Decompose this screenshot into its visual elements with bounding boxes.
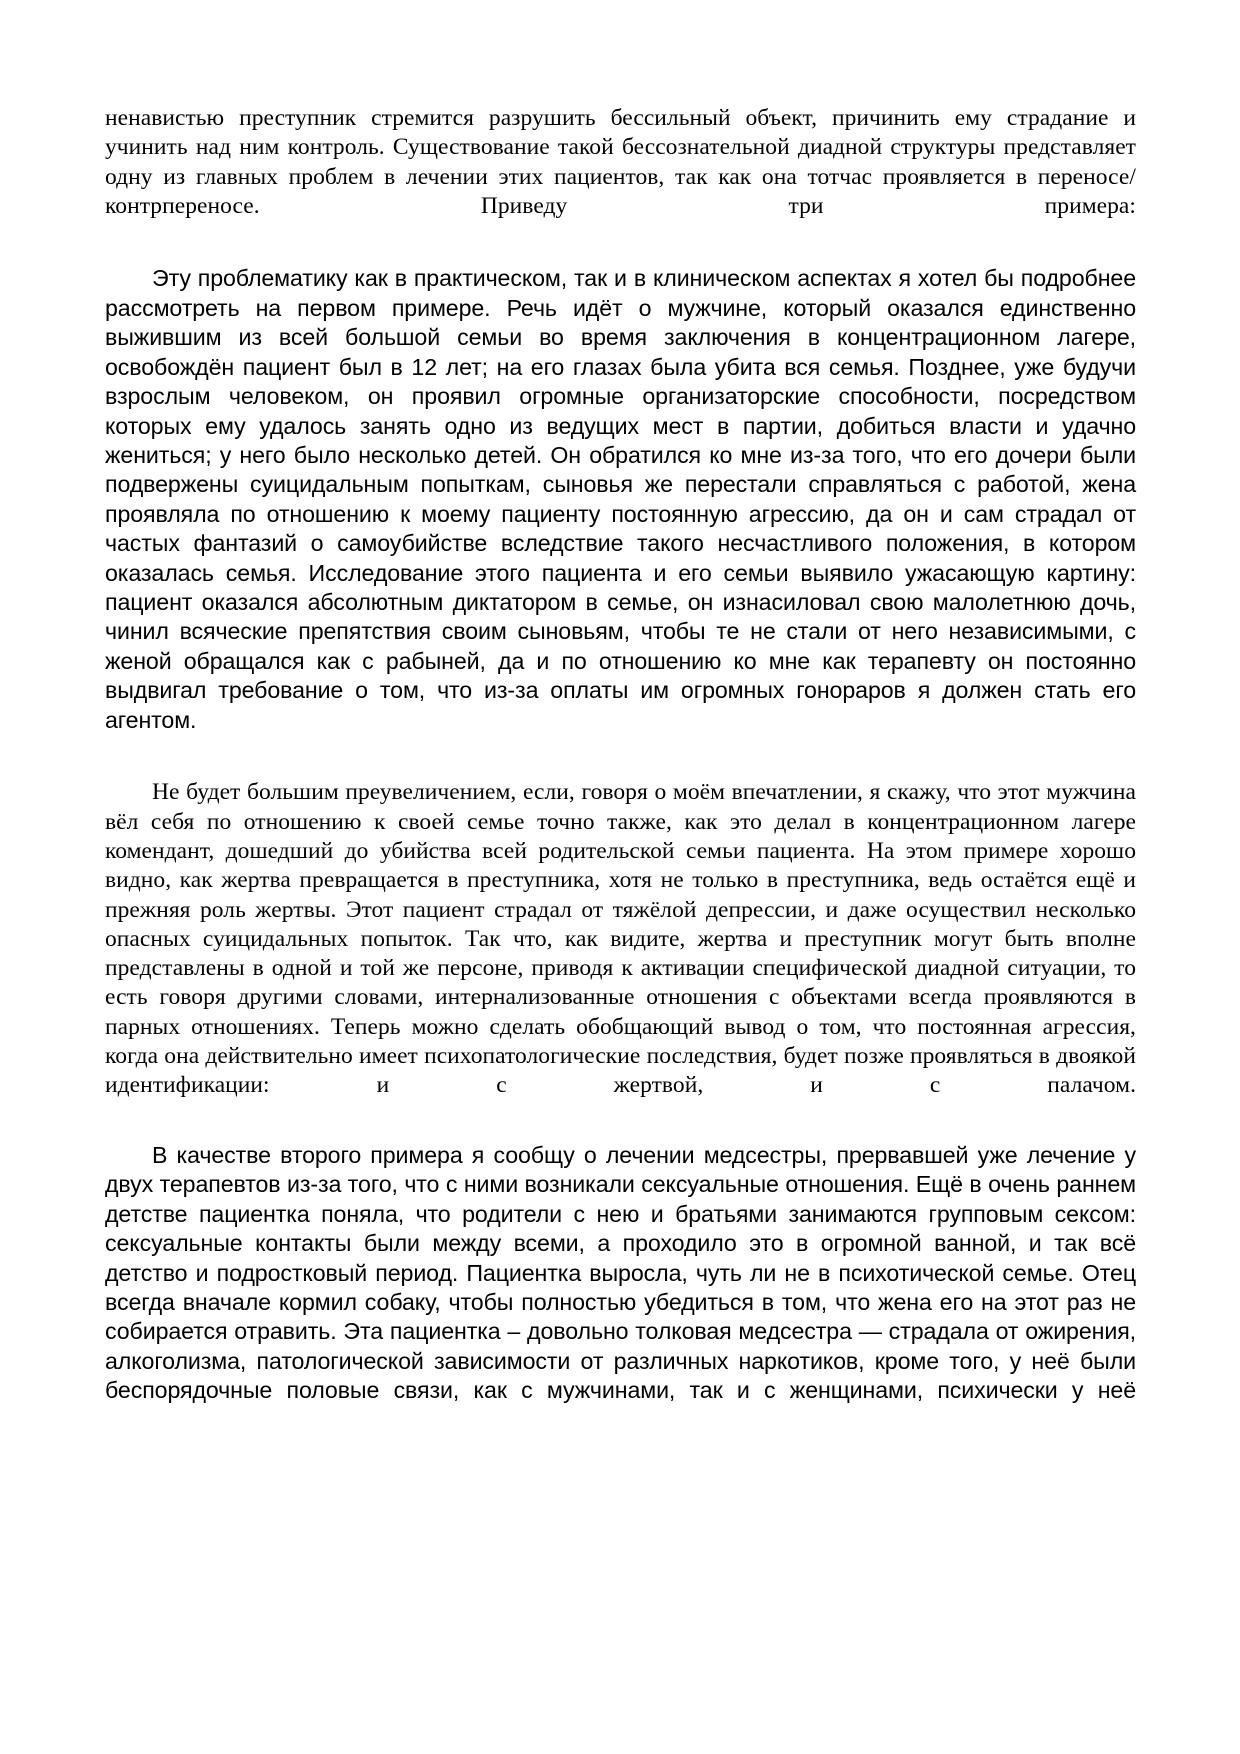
paragraph-2: Эту проблематику как в практическом, так и в клиническом аспектах я хотел бы подробнее рассмотреть на первом примере. Речь идёт о мужчине, который оказался единственно выжившим из всей большой семьи во время заключения в концентрационном лагере, освобождён пациент был в 12 лет; на его глазах была убита вся семья. Позднее, уже будучи взрослым человеком, он проявил огромные организаторские способности, посредством которых ему удалось занять одно из ведущих мест в партии, добиться власти и удачно жениться; у него было несколько детей. Он обратился ко мне из-за того, что его дочери были подвержены суицидальным попыткам, сыновья же перестали справляться с работой, жена проявляла по отношению к моему пациенту постоянную агрессию, да он и сам страдал от частых фантазий о самоубийстве вследствие такого несчастливого положения, в котором оказалась семья. Исследование этого пациента и его семьи выявило ужасающую картину: пациент оказался абсолютным диктатором в семье, он изнасиловал свою малолетнюю дочь, чинил всяческие препятствия своим сыновьям, чтобы те не стали от него независимыми, с женой обращался как с рабыней, да и по отношению ко мне как терапевту он постоянно выдвигал требование о том, что из-за оплаты им огромных гонораров я должен стать его агентом. [105, 265, 1136, 733]
text-column [105, 104, 1136, 1435]
paragraph-1: ненавистью преступник стремится разрушить бессильный объект, причинить ему страдание и учинить над ним контроль. Существование такой бессознательной диадной структуры представляет одну из главных проблем в лечении этих пациентов, так как она тотчас проявляется в переносе/контрпереносе. Приведу три примера: [105, 105, 1136, 219]
paragraph-3: Не будет большим преувеличением, если, говоря о моём впечатлении, я скажу, что этот мужчина вёл себя по отношению к своей семье точно также, как это делал в концентрационном лагере комендант, дошедший до убийства всей родительской семьи пациента. На этом примере хорошо видно, как жертва превращается в преступника, хотя не только в преступника, ведь остаётся ещё и прежняя роль жертвы. Этот пациент страдал от тяжёлой депрессии, и даже осуществил несколько опасных суицидальных попыток. Так что, как видите, жертва и преступник могут быть вполне представлены в одной и той же персоне, приводя к активации специфической диадной ситуации, то есть говоря другими словами, интернализованные отношения с объектами всегда проявляются в парных отношениях. Теперь можно сделать обобщающий вывод о том, что постоянная агрессия, когда она действительно имеет психопатологические последствия, будет позже проявляться в двоякой идентификации: и с жертвой, и с палачом. [105, 779, 1136, 1099]
paragraph-4: В качестве второго примера я сообщу о лечении медсестры, прервавшей уже лечение у двух терапевтов из-за того, что с ними возникали сексуальные отношения. Ещё в очень раннем детстве пациентка поняла, что родители с нею и братьями занимаются групповым сексом: сексуальные контакты были между всеми, а проходило это в огромной ванной, и так всё детство и подростковый период. Пациентка выросла, чуть ли не в психотической семье. Отец всегда вначале кормил собаку, чтобы полностью убедиться в том, что жена его на этот раз не собирается отравить. Эта пациентка – довольно толковая медсестра — страдала от ожирения, алкоголизма, патологической зависимости от различных наркотиков, кроме того, у неё были беспорядочные половые связи, как с мужчинами, так и с женщинами, психически у неё [105, 1141, 1136, 1404]
